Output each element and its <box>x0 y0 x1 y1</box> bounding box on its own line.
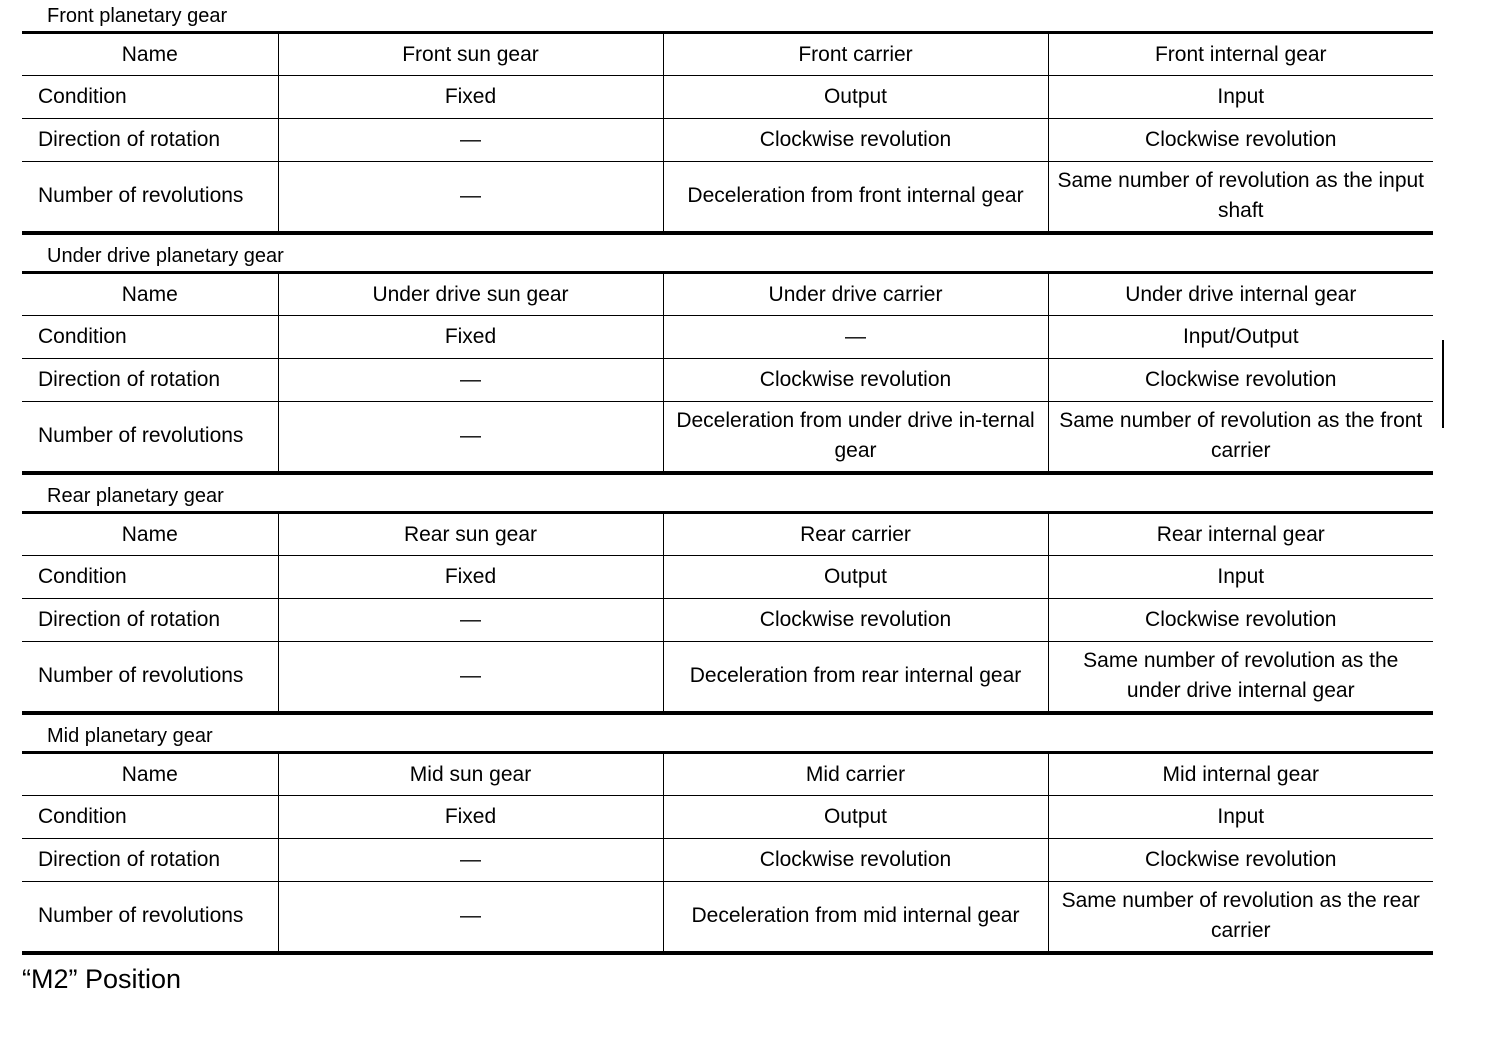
table-cell: — <box>278 599 663 642</box>
section-title: Rear planetary gear <box>47 485 224 507</box>
table-cell: Same number of revolution as the input shaft <box>1048 162 1433 233</box>
header-cell: Front internal gear <box>1048 33 1433 76</box>
section-title: Mid planetary gear <box>47 725 213 747</box>
table-row <box>22 162 1433 233</box>
table-cell: Clockwise revolution <box>663 119 1048 162</box>
table-row <box>22 76 1433 119</box>
gear-table <box>22 31 1433 235</box>
table-row <box>22 119 1433 162</box>
table-cell: Same number of revolution as the under drive internal gear <box>1048 642 1433 713</box>
header-cell: Name <box>22 513 278 556</box>
table-cell: — <box>278 882 663 953</box>
header-cell: Mid sun gear <box>278 753 663 796</box>
table-cell: Input <box>1048 796 1433 839</box>
table-header-row <box>22 273 1433 316</box>
table-cell: Clockwise revolution <box>663 839 1048 882</box>
table-cell: Input <box>1048 556 1433 599</box>
table-cell: — <box>278 359 663 402</box>
table-cell: — <box>278 642 663 713</box>
row-label: Condition <box>22 316 278 359</box>
table-cell: — <box>278 839 663 882</box>
header-cell: Under drive carrier <box>663 273 1048 316</box>
row-label: Number of revolutions <box>22 642 278 713</box>
row-label: Direction of rotation <box>22 599 278 642</box>
table-cell: Deceleration from under drive in-ternal gear <box>663 402 1048 473</box>
figure-caption: “M2” Position <box>22 964 182 994</box>
table-cell: Clockwise revolution <box>1048 119 1433 162</box>
header-cell: Rear carrier <box>663 513 1048 556</box>
gear-table <box>22 271 1433 475</box>
row-label: Number of revolutions <box>22 162 278 233</box>
table-cell: — <box>278 119 663 162</box>
table-row <box>22 882 1433 953</box>
header-cell: Rear internal gear <box>1048 513 1433 556</box>
row-label: Number of revolutions <box>22 882 278 953</box>
revision-bar <box>1442 340 1444 428</box>
table-cell: Deceleration from mid internal gear <box>663 882 1048 953</box>
table-row <box>22 642 1433 713</box>
table-cell: Output <box>663 76 1048 119</box>
row-label: Direction of rotation <box>22 119 278 162</box>
header-cell: Rear sun gear <box>278 513 663 556</box>
table-cell: Input/Output <box>1048 316 1433 359</box>
table-cell: — <box>278 402 663 473</box>
table-cell: Input <box>1048 76 1433 119</box>
header-cell: Name <box>22 33 278 76</box>
row-label: Condition <box>22 556 278 599</box>
table-cell: Clockwise revolution <box>663 359 1048 402</box>
row-label: Direction of rotation <box>22 359 278 402</box>
table-cell: Same number of revolution as the rear carrier <box>1048 882 1433 953</box>
table-cell: Fixed <box>278 316 663 359</box>
table-row <box>22 839 1433 882</box>
table-cell: — <box>278 162 663 233</box>
header-cell: Name <box>22 753 278 796</box>
table-cell: Fixed <box>278 556 663 599</box>
table-cell: Clockwise revolution <box>1048 839 1433 882</box>
section-title: Under drive planetary gear <box>47 245 284 267</box>
header-cell: Mid carrier <box>663 753 1048 796</box>
header-cell: Mid internal gear <box>1048 753 1433 796</box>
table-cell: Clockwise revolution <box>663 599 1048 642</box>
table-row <box>22 359 1433 402</box>
table-cell: — <box>663 316 1048 359</box>
table-row <box>22 599 1433 642</box>
table-row <box>22 402 1433 473</box>
table-cell: Output <box>663 556 1048 599</box>
table-row <box>22 316 1433 359</box>
row-label: Direction of rotation <box>22 839 278 882</box>
row-label: Condition <box>22 796 278 839</box>
table-cell: Deceleration from rear internal gear <box>663 642 1048 713</box>
row-label: Number of revolutions <box>22 402 278 473</box>
table-header-row <box>22 33 1433 76</box>
table-cell: Clockwise revolution <box>1048 359 1433 402</box>
table-cell: Deceleration from front internal gear <box>663 162 1048 233</box>
header-cell: Under drive internal gear <box>1048 273 1433 316</box>
table-cell: Fixed <box>278 796 663 839</box>
gear-table <box>22 511 1433 715</box>
header-cell: Front carrier <box>663 33 1048 76</box>
table-header-row <box>22 513 1433 556</box>
table-cell: Output <box>663 796 1048 839</box>
section-title: Front planetary gear <box>47 5 228 27</box>
gear-table <box>22 751 1433 955</box>
row-label: Condition <box>22 76 278 119</box>
table-row <box>22 796 1433 839</box>
header-cell: Name <box>22 273 278 316</box>
table-row <box>22 556 1433 599</box>
header-cell: Under drive sun gear <box>278 273 663 316</box>
table-cell: Same number of revolution as the front carrier <box>1048 402 1433 473</box>
table-header-row <box>22 753 1433 796</box>
table-cell: Clockwise revolution <box>1048 599 1433 642</box>
table-cell: Fixed <box>278 76 663 119</box>
header-cell: Front sun gear <box>278 33 663 76</box>
